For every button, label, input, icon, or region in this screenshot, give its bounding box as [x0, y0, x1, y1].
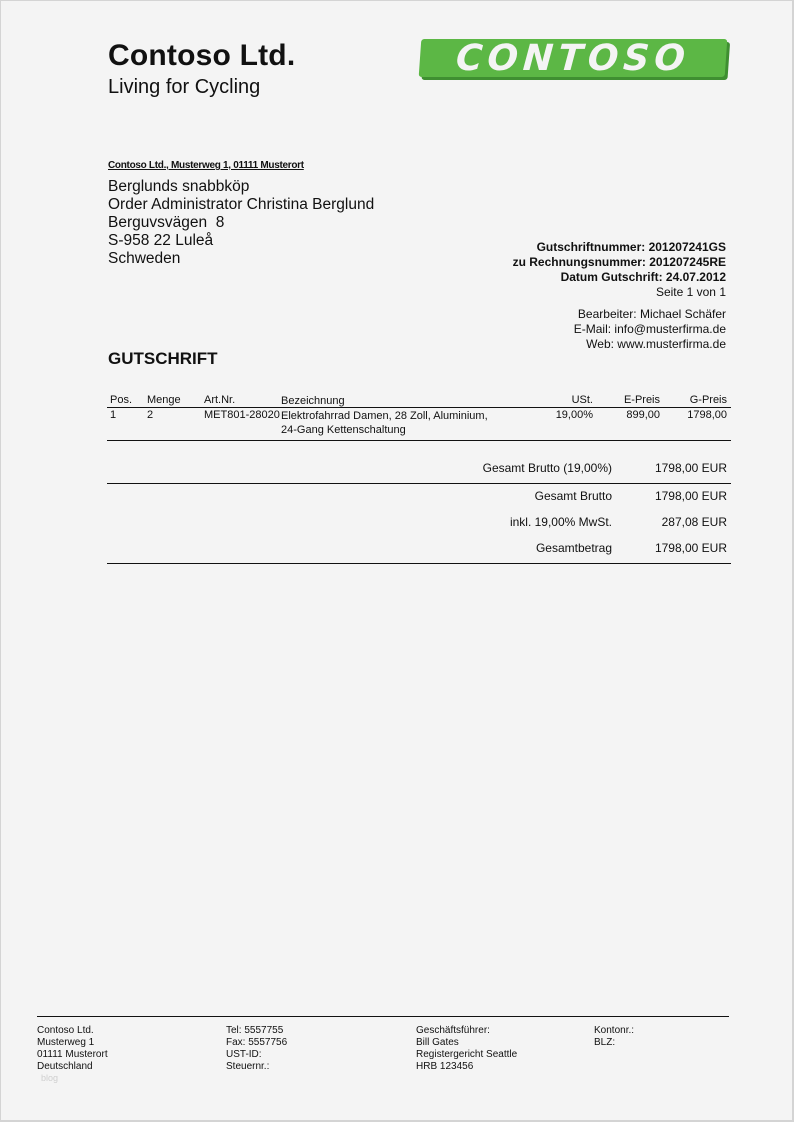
recipient-address: [108, 178, 374, 268]
description-line: Elektrofahrrad Damen, 28 Zoll, Aluminium,: [281, 410, 488, 422]
cell-artnr: MET801-28020: [204, 409, 280, 421]
total-label: Gesamtbetrag: [535, 541, 612, 555]
footer-text: BLZ:: [594, 1037, 616, 1048]
cell-gpreis: 1798,00: [687, 409, 727, 421]
company-name: Contoso Ltd.: [108, 39, 296, 72]
cell-pos: 1: [110, 409, 117, 421]
total-label: Gesamt Brutto (19,00%): [482, 461, 612, 475]
total-row: [107, 484, 731, 510]
col-header-artnr: Art.Nr.: [204, 394, 236, 406]
page-number: Seite 1 von 1: [655, 285, 726, 299]
description-line: 24-Gang Kettenschaltung: [281, 424, 406, 436]
grand-total-row: [107, 536, 731, 564]
col-header-menge: Menge: [147, 394, 181, 406]
total-row: [107, 456, 731, 484]
logo-text: CONTOSO: [454, 37, 692, 79]
document-title: GUTSCHRIFT: [108, 349, 218, 368]
total-value: 1798,00 EUR: [654, 541, 727, 555]
website: Web: www.musterfirma.de: [586, 337, 726, 351]
col-header-bezeichnung: Bezeichnung: [281, 395, 345, 407]
footer-text: HRB 123456: [416, 1061, 474, 1072]
total-row: [107, 510, 731, 536]
col-header-gpreis: G-Preis: [689, 394, 727, 406]
footer-text: Tel: 5557755: [226, 1025, 284, 1036]
contoso-logo: [419, 39, 728, 77]
cell-bezeichnung: [281, 409, 488, 437]
footer-contact: [226, 1025, 287, 1073]
footer-text: Contoso Ltd.: [37, 1025, 94, 1036]
footer-text: Registergericht Seattle: [416, 1049, 518, 1060]
credit-note-date: Datum Gutschrift: 24.07.2012: [560, 270, 726, 284]
footer-company-address: [37, 1025, 108, 1073]
recipient-line: Berglunds snabbköp: [108, 178, 250, 195]
totals-section: [107, 456, 731, 564]
cell-menge: 2: [147, 409, 154, 421]
recipient-line: Order Administrator Christina Berglund: [108, 196, 375, 213]
col-header-ust: USt.: [571, 394, 593, 406]
footer-text: Bill Gates: [416, 1037, 459, 1048]
footer-bank: [594, 1025, 634, 1049]
table-header: [107, 393, 731, 408]
footer-text: 01111 Musterort: [37, 1049, 108, 1060]
footer-text: Geschäftsführer:: [416, 1025, 490, 1036]
col-header-epreis: E-Preis: [623, 394, 660, 406]
sender-return-address: Contoso Ltd., Musterweg 1, 01111 Musterort: [108, 160, 304, 171]
email: E-Mail: info@musterfirma.de: [573, 322, 726, 336]
footer-text: Musterweg 1: [37, 1037, 95, 1048]
total-value: 1798,00 EUR: [654, 461, 727, 475]
footer-management: [416, 1025, 517, 1073]
col-header-pos: Pos.: [110, 394, 133, 406]
footer-divider: [37, 1016, 729, 1017]
footer-text: Kontonr.:: [594, 1025, 635, 1036]
total-label: inkl. 19,00% MwSt.: [509, 515, 612, 529]
document-page: [1, 1, 792, 1120]
total-label: Gesamt Brutto: [534, 489, 612, 503]
cell-ust: 19,00%: [555, 409, 593, 421]
footer-text: Steuernr.:: [226, 1061, 270, 1072]
document-meta: [513, 240, 726, 352]
company-tagline: Living for Cycling: [108, 76, 261, 98]
recipient-line: Schweden: [108, 250, 181, 267]
cell-epreis: 899,00: [626, 409, 660, 421]
credit-note-number: Gutschriftnummer: 201207241GS: [536, 240, 726, 254]
line-items-table: [107, 393, 731, 441]
footer-text: Deutschland: [37, 1061, 93, 1072]
total-value: 287,08 EUR: [661, 515, 727, 529]
clerk: Bearbeiter: Michael Schäfer: [577, 307, 726, 321]
footer-text: Fax: 5557756: [226, 1037, 288, 1048]
recipient-line: Berguvsvägen 8: [108, 214, 225, 231]
table-row: [107, 408, 731, 441]
footer-text: UST-ID:: [226, 1049, 262, 1060]
total-value: 1798,00 EUR: [654, 489, 727, 503]
watermark: blog: [41, 1073, 59, 1083]
invoice-number: zu Rechnungsnummer: 201207245RE: [512, 255, 726, 269]
recipient-line: S-958 22 Luleå: [108, 232, 214, 249]
